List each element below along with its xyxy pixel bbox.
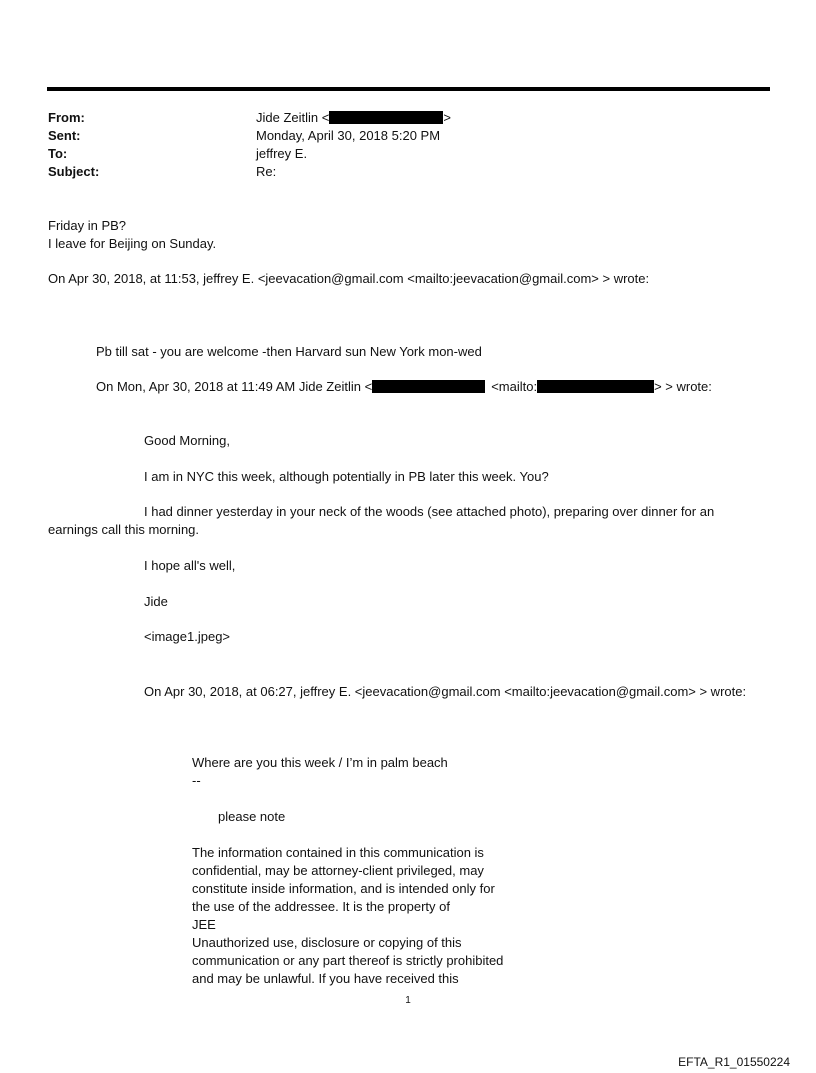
attachment: <image1.jpeg>: [144, 629, 231, 644]
quote1-intro: On Apr 30, 2018, at 11:53, jeffrey E. <jeevacation@gmail.com <mailto:jeevacation@gmail.com> > wrote:: [48, 271, 650, 286]
from-close: >: [443, 110, 451, 125]
body-line-1: Friday in PB?: [48, 218, 127, 233]
document-id: EFTA_R1_01550224: [678, 1055, 790, 1069]
message: Where are you this week / I’m in palm beach: [192, 755, 448, 770]
redaction-block: [372, 380, 485, 393]
subject-value: Re:: [256, 164, 277, 179]
body-line-2: I leave for Beijing on Sunday.: [48, 236, 217, 251]
to-label: To:: [48, 146, 68, 161]
quote2-intro: [96, 378, 712, 396]
sent-value: Monday, April 30, 2018 5:20 PM: [256, 128, 441, 143]
to-value: jeffrey E.: [256, 146, 308, 161]
reply-1: Pb till sat - you are welcome -then Harvard sun New York mon-wed: [96, 344, 482, 359]
sent-label: Sent:: [48, 128, 81, 143]
quote2-intro-b: <mailto:: [491, 379, 538, 394]
subject-label: Subject:: [48, 164, 100, 179]
disclaimer-line: the use of the addressee. It is the property of: [192, 899, 450, 914]
quote2-intro-a: On Mon, Apr 30, 2018 at 11:49 AM Jide Zeitlin <: [96, 379, 373, 394]
disclaimer-line: The information contained in this communication is: [192, 845, 484, 860]
quote2-intro-c: > > wrote:: [654, 379, 712, 394]
disclaimer-line: JEE: [192, 917, 216, 932]
para-2b: earnings call this morning.: [48, 522, 200, 537]
note: please note: [218, 809, 286, 824]
para-2a: I had dinner yesterday in your neck of the woods (see attached photo), preparing over dinner for an: [144, 504, 715, 519]
disclaimer-line: constitute inside information, and is intended only for: [192, 881, 495, 896]
disclaimer-line: confidential, may be attorney-client privileged, may: [192, 863, 484, 878]
quote3-intro: On Apr 30, 2018, at 06:27, jeffrey E. <jeevacation@gmail.com <mailto:jeevacation@gmail.com> > wrote:: [144, 684, 747, 699]
para-1: I am in NYC this week, although potentially in PB later this week. You?: [144, 469, 549, 484]
signature-dash: --: [192, 773, 201, 788]
para-3: I hope all's well,: [144, 558, 236, 573]
disclaimer-line: and may be unlawful. If you have received this: [192, 971, 459, 986]
signature: Jide: [144, 594, 168, 609]
redaction-block: [537, 380, 654, 393]
disclaimer-line: communication or any part thereof is strictly prohibited: [192, 953, 504, 968]
redaction-block: [329, 111, 443, 124]
from-value: [256, 109, 656, 127]
greeting: Good Morning,: [144, 433, 230, 448]
from-name: Jide Zeitlin <: [256, 110, 330, 125]
disclaimer-line: Unauthorized use, disclosure or copying of this: [192, 935, 462, 950]
from-label: From:: [48, 110, 85, 125]
header-rule: [47, 87, 770, 91]
page-number: 1: [405, 995, 411, 1006]
